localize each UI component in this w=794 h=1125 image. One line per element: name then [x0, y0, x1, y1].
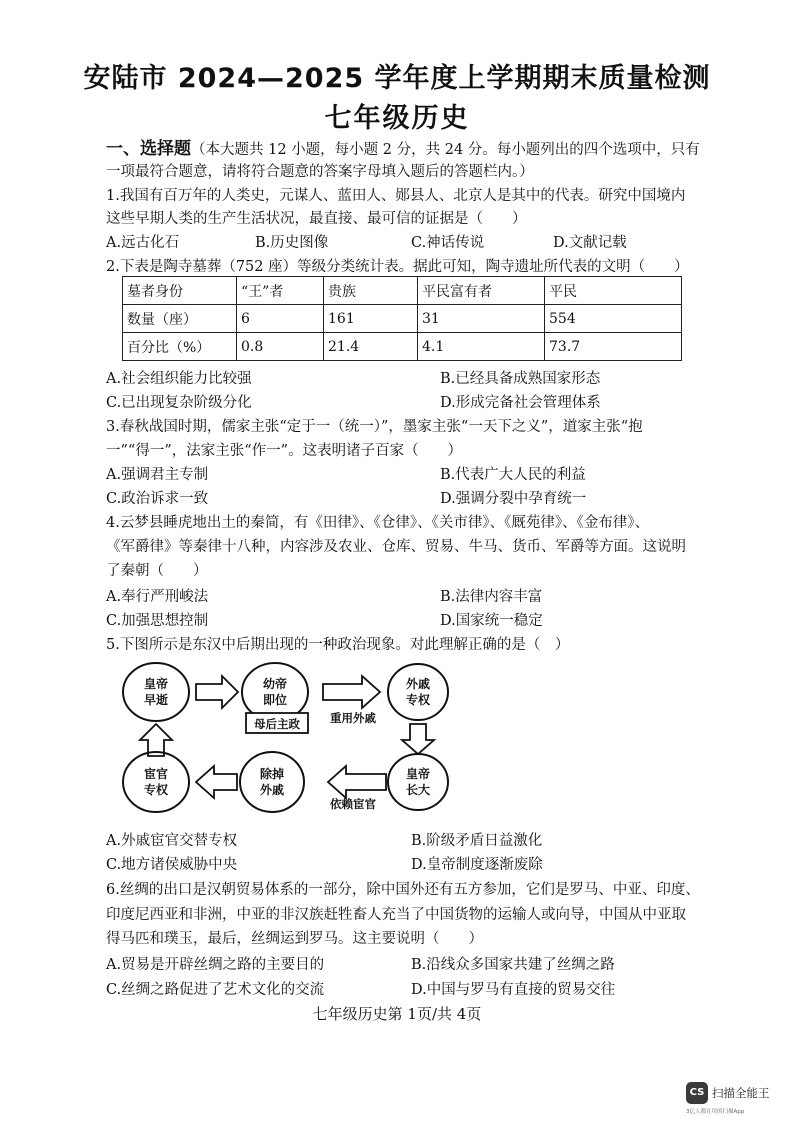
- table-row: [123, 305, 682, 333]
- q4-stem-cont: 《军爵律》等秦律十八种，内容涉及农业、仓库、贸易、牛马、货币、军爵等方面。这说明: [106, 539, 686, 555]
- table-cell: 0.8: [237, 333, 324, 361]
- table-cell: 554: [545, 305, 682, 333]
- q4-option-b: B.法律内容丰富: [440, 589, 543, 605]
- table-header-cell: 墓者身份: [123, 277, 237, 305]
- q6-stem: 6.丝绸的出口是汉朝贸易体系的一部分，除中国外还有五方参加，它们是罗马、中亚、印度、: [106, 882, 700, 898]
- table-header-cell: “王”者: [237, 277, 324, 305]
- q4-stem: 4.云梦县睡虎地出土的秦简，有《田律》、《仓律》、《关市律》、《厩苑律》、《金布律》、: [106, 515, 650, 531]
- q5-option-c: C.地方诸侯威胁中央: [106, 857, 238, 873]
- q4-option-d: D.国家统一稳定: [440, 613, 543, 629]
- table-cell: 21.4: [324, 333, 418, 361]
- q4-option-c: C.加强思想控制: [106, 613, 209, 629]
- politics-cycle-diagram: [110, 656, 450, 820]
- table-cell: 百分比（%）: [123, 333, 237, 361]
- q1-option-c: C.神话传说: [411, 235, 485, 251]
- svg-text:宦官: 宦官: [143, 767, 169, 781]
- table-row: [123, 333, 682, 361]
- q4-stem-cont2: 了秦朝（ ）: [106, 563, 208, 579]
- svg-text:皇帝: 皇帝: [405, 767, 431, 781]
- table-cell: 161: [324, 305, 418, 333]
- page-footer: 七年级历史第 1页/共 4页: [312, 1005, 482, 1023]
- q1-option-b: B.历史图像: [255, 235, 329, 251]
- arrow-label-rely-eunuch: 依赖宦官: [330, 797, 376, 811]
- node-emperor-dies-early: [123, 663, 189, 721]
- q6-stem-cont2: 得马匹和璞玉，最后，丝绸运到罗马。这主要说明（ ）: [106, 931, 483, 947]
- table-cell: 73.7: [545, 333, 682, 361]
- svg-text:专权: 专权: [143, 783, 169, 797]
- node-eunuch-power: [123, 752, 189, 812]
- q3-option-d: D.强调分裂中孕育统一: [440, 491, 587, 507]
- q2-option-a: A.社会组织能力比较强: [106, 371, 252, 387]
- arrow-down: [402, 724, 434, 754]
- table-header-cell: 平民富有者: [418, 277, 545, 305]
- q5-option-b: B.阶级矛盾日益激化: [411, 833, 543, 849]
- q3-option-a: A.强调君主专制: [106, 467, 209, 483]
- q6-option-d: D.中国与罗马有直接的贸易交往: [411, 982, 616, 998]
- q2-option-c: C.已出现复杂阶级分化: [106, 395, 252, 411]
- section-instructions: （本大题共 12 小题，每小题 2 分，共 24 分。每小题列出的四个选项中，只有: [191, 142, 700, 158]
- table-header-cell: 贵族: [324, 277, 418, 305]
- section-heading: 一、选择题: [106, 139, 191, 159]
- section-heading-line: [106, 134, 700, 159]
- arrow-right-2: [323, 676, 380, 708]
- node-remove-consort-clan: [240, 752, 304, 812]
- q3-stem: 3.春秋战国时期，儒家主张“定于一（统一）”，墨家主张“一天下之义”，道家主张“抱: [106, 419, 643, 435]
- svg-text:专权: 专权: [405, 693, 431, 707]
- arrow-right-1: [196, 676, 238, 708]
- q5-stem: 5.下图所示是东汉中后期出现的一种政治现象。对此理解正确的是（ ）: [106, 637, 570, 653]
- node-emperor-grows-up: [388, 754, 448, 810]
- q6-option-b: B.沿线众多国家共建了丝绸之路: [411, 957, 615, 973]
- q3-option-b: B.代表广大人民的利益: [440, 467, 586, 483]
- empress-dowager-label: 母后主政: [254, 717, 300, 731]
- table-cell: 4.1: [418, 333, 545, 361]
- scanner-tagline: 3亿人都在用的扫描App: [686, 1109, 745, 1115]
- arrow-left-2: [196, 766, 237, 798]
- q2-stem: 2.下表是陶寺墓葬（752 座）等级分类统计表。据此可知，陶寺遗址所代表的文明（ ）: [106, 259, 689, 275]
- q1-stem: 1.我国有百万年的人类史，元谋人、蓝田人、郧县人、北京人是其中的代表。研究中国境内: [106, 188, 686, 204]
- scanner-logo-icon: CS: [686, 1082, 708, 1104]
- q1-stem-cont: 这些早期人类的生产生活状况，最直接、最可信的证据是（ ）: [106, 211, 527, 227]
- svg-text:外戚: 外戚: [259, 783, 285, 797]
- table-header-cell: 平民: [545, 277, 682, 305]
- q5-option-a: A.外戚宦官交替专权: [106, 833, 238, 849]
- q1-option-a: A.远古化石: [106, 235, 180, 251]
- svg-text:早逝: 早逝: [143, 693, 169, 707]
- table-header-row: [123, 277, 682, 305]
- tomb-stats-table: [122, 276, 682, 361]
- exam-subtitle: 七年级历史: [324, 103, 470, 134]
- q2-option-d: D.形成完备社会管理体系: [440, 395, 601, 411]
- svg-text:即位: 即位: [262, 693, 288, 707]
- arrow-label-rely-consort: 重用外戚: [330, 711, 376, 725]
- q6-option-c: C.丝绸之路促进了艺术文化的交流: [106, 982, 325, 998]
- table-cell: 6: [237, 305, 324, 333]
- q5-option-d: D.皇帝制度逐渐废除: [411, 857, 543, 873]
- section-instructions-cont: 一项最符合题意，请将符合题意的答案字母填入题后的答题栏内。）: [106, 164, 534, 180]
- table-cell: 31: [418, 305, 545, 333]
- svg-text:皇帝: 皇帝: [143, 677, 169, 691]
- q1-option-d: D.文献记载: [553, 235, 627, 251]
- q6-stem-cont: 印度尼西亚和非洲，中亚的非汉族赶牲畜人充当了中国货物的运输人或向导，中国从中亚取: [106, 907, 686, 923]
- q3-option-c: C.政治诉求一致: [106, 491, 209, 507]
- svg-text:外戚: 外戚: [405, 677, 431, 691]
- svg-text:幼帝: 幼帝: [262, 677, 288, 691]
- q2-option-b: B.已经具备成熟国家形态: [440, 371, 601, 387]
- q3-stem-cont: 一”“得一”，法家主张“作一”。这表明诸子百家（ ）: [106, 443, 463, 459]
- arrow-left-1: [328, 766, 386, 798]
- q4-option-a: A.奉行严刑峻法: [106, 589, 209, 605]
- table-cell: 数量（座）: [123, 305, 237, 333]
- node-consort-clan-power: [388, 664, 448, 720]
- svg-text:除掉: 除掉: [259, 767, 285, 781]
- exam-title: 安陆市 2024—2025 学年度上学期期末质量检测: [83, 63, 711, 94]
- q6-option-a: A.贸易是开辟丝绸之路的主要目的: [106, 957, 325, 973]
- scanner-app-name: 扫描全能王: [712, 1086, 770, 1100]
- svg-text:长大: 长大: [405, 783, 431, 797]
